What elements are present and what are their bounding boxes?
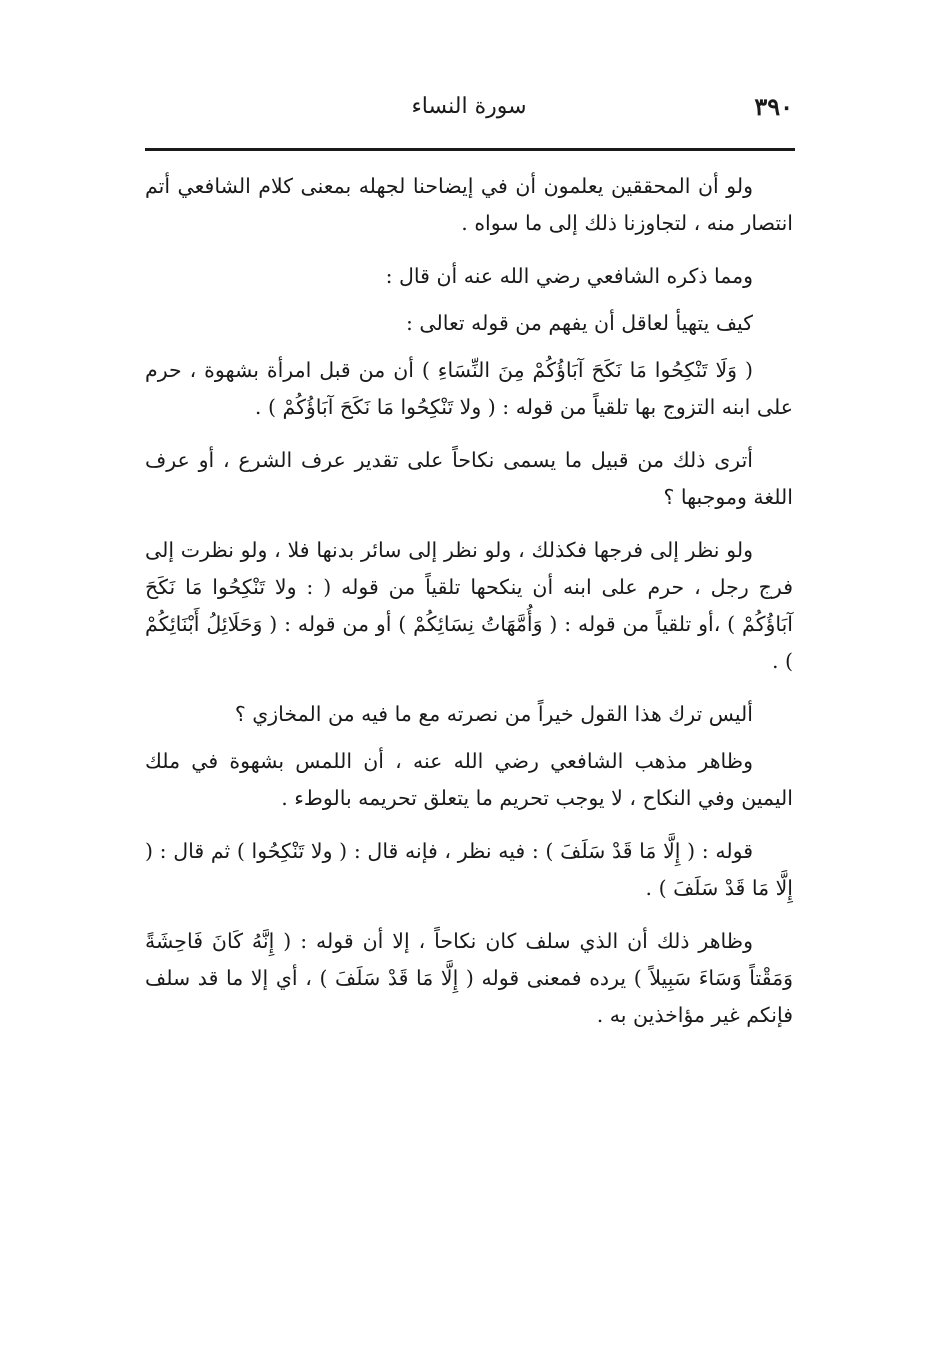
paragraph-5: أترى ذلك من قبيل ما يسمى نكاحاً على تقدير عرف الشرع ، أو عرف اللغة وموجبها ؟	[145, 448, 793, 509]
paragraph-10: وظاهر ذلك أن الذي سلف كان نكاحاً ، إلا أن قوله : ( إِنَّهُ كَانَ فَاحِشَةً وَمَقْتاً وَسَاءَ سَبِيلاً ) يرده فمعنى قوله ( إِلَّا مَا قَدْ سَلَفَ ) ، أي إلا ما قد سلف فإنكم غير مؤاخذين به .	[145, 929, 793, 1027]
paragraph-9: قوله : ( إِلَّا مَا قَدْ سَلَفَ ) : فيه نظر ، فإنه قال : ( ولا تَنْكِحُوا ) ثم قال : ( إِلَّا مَا قَدْ سَلَفَ ) .	[145, 839, 793, 900]
page-header	[145, 88, 793, 128]
paragraph-7: أليس ترك هذا القول خيراً من نصرته مع ما فيه من المخازي ؟	[234, 702, 753, 726]
paragraph-6: ولو نظر إلى فرجها فكذلك ، ولو نظر إلى سائر بدنها فلا ، ولو نظرت إلى فرج رجل ، حرم على ابنه أن ينكحها تلقياً من قوله ( : ولا تَنْكِحُوا مَا نَكَحَ آبَاؤُكُمْ ) ،أو تلقياً من قوله : ( وَأُمَّهَاتُ نِسَائِكُمْ ) أو من قوله : ( وَحَلَائِلُ أَبْنَائِكُمْ ) .	[145, 538, 793, 673]
header-rule	[145, 148, 795, 151]
paragraph-8: وظاهر مذهب الشافعي رضي الله عنه ، أن اللمس بشهوة في ملك اليمين وفي النكاح ، لا يوجب تحريم ما يتعلق تحريمه بالوطء .	[145, 749, 793, 810]
paragraph-1: ولو أن المحققين يعلمون أن في إيضاحنا لجهله بمعنى كلام الشافعي أتم انتصار منه ، لتجاوزنا ذلك إلى ما سواه .	[145, 174, 793, 235]
paragraph-2: ومما ذكره الشافعي رضي الله عنه أن قال :	[385, 264, 753, 288]
page-number: ٣٩٠	[754, 92, 793, 121]
paragraph-4: ( وَلَا تَنْكِحُوا مَا نَكَحَ آبَاؤُكُمْ مِنَ النِّسَاءِ ) أن من قبل امرأة بشهوة ، حرم على ابنه التزوج بها تلقياً من قوله : ( ولا تَنْكِحُوا مَا نَكَحَ آبَاؤُكُمْ ) .	[145, 358, 793, 419]
page-body	[145, 168, 793, 1050]
paragraph-3: كيف يتهيأ لعاقل أن يفهم من قوله تعالى :	[406, 311, 753, 335]
running-title: سورة النساء	[411, 94, 527, 119]
